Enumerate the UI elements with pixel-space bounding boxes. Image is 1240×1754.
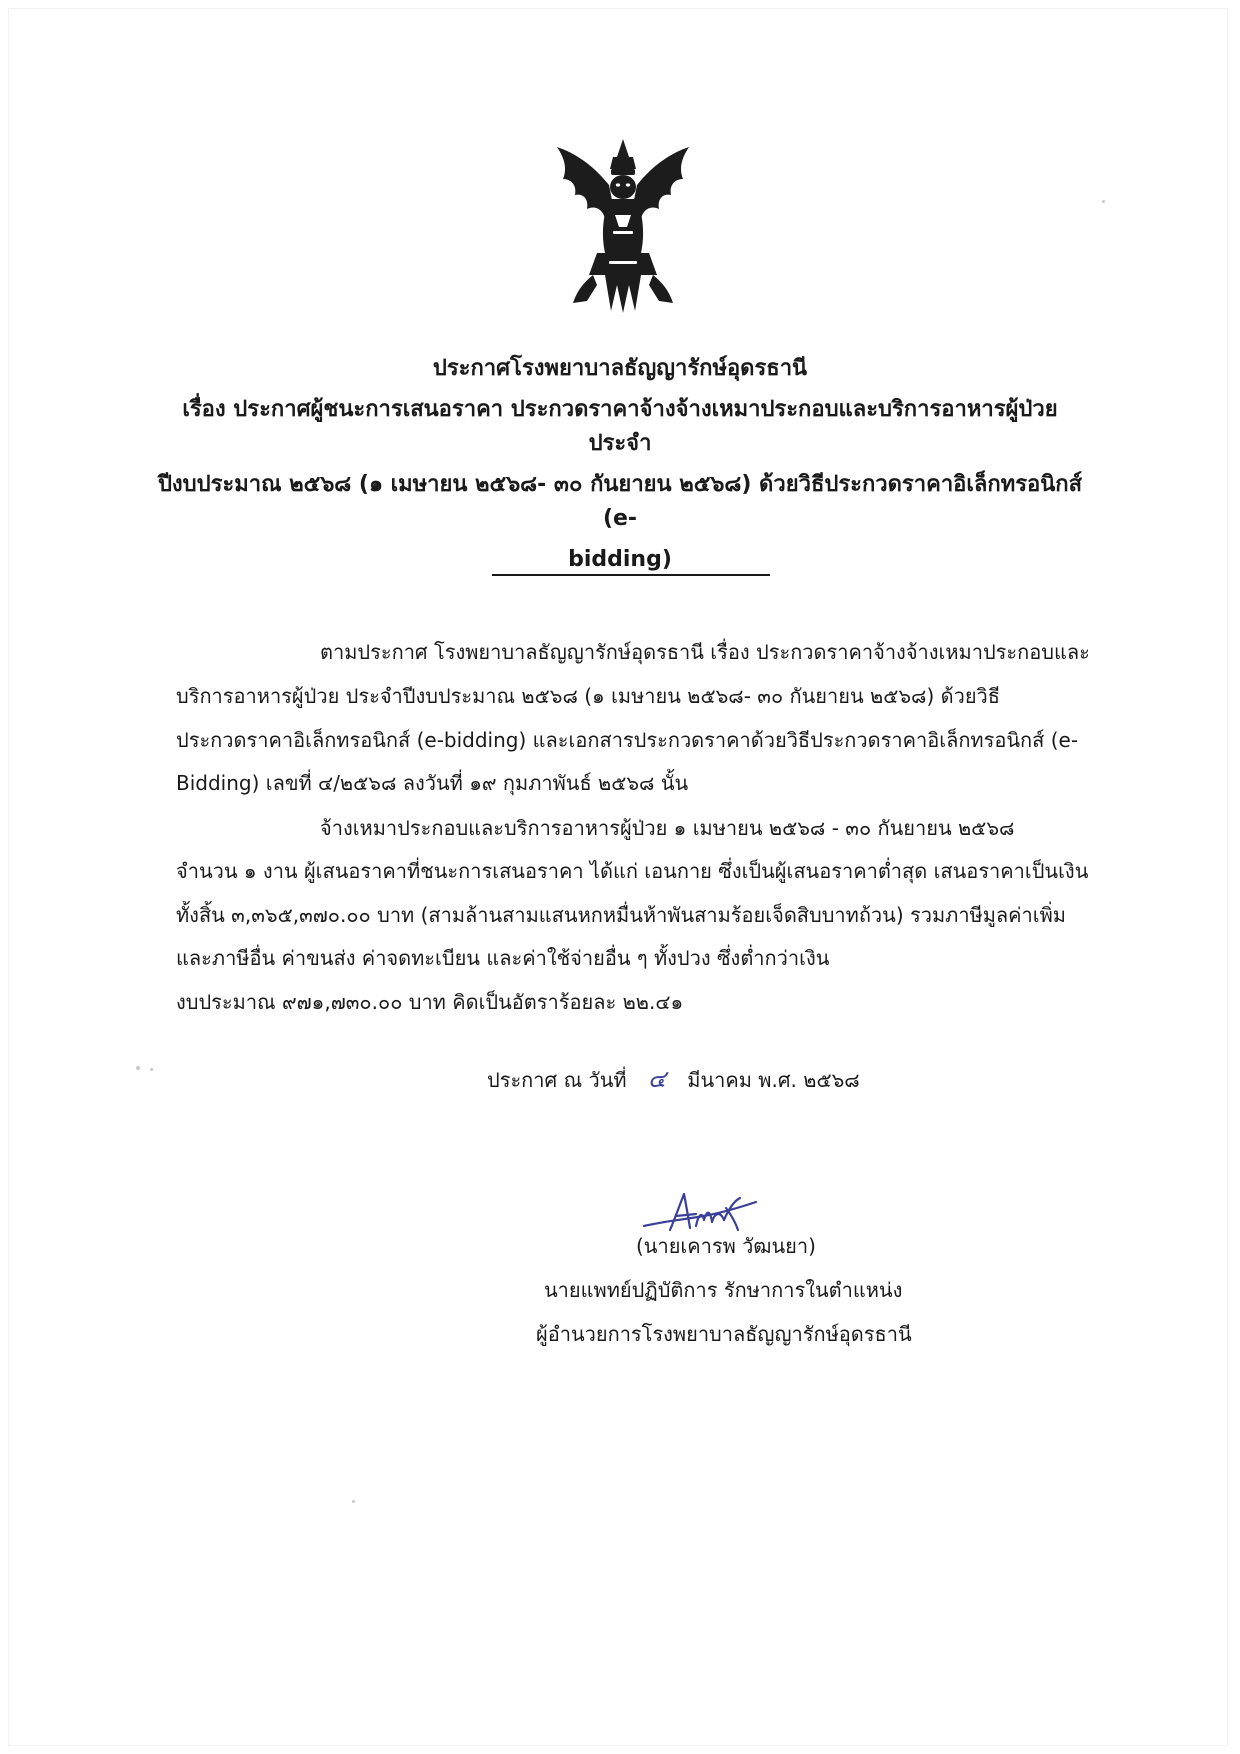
body-line: ประกวดราคาอิเล็กทรอนิกส์ (e-bidding) และเอกสารประกวดราคาด้วยวิธีประกวดราคาอิเล็กทรอนิกส์ (e- bbox=[176, 728, 1079, 752]
body-line: บริการอาหารผู้ป่วย ประจำปีงบประมาณ ๒๕๖๘ (๑ เมษายน ๒๕๖๘- ๓๐ กันยายน ๒๕๖๘) ด้วยวิธี bbox=[176, 684, 1000, 708]
body-line: จ้างเหมาประกอบและบริการอาหารผู้ป่วย ๑ เมษายน ๒๕๖๘ - ๓๐ กันยายน ๒๕๖๘ bbox=[320, 816, 1015, 840]
document-title: ประกาศโรงพยาบาลธัญญารักษ์อุดรธานี bbox=[432, 356, 808, 381]
scan-speck bbox=[136, 1066, 140, 1070]
signer-position: นายแพทย์ปฏิบัติการ รักษาการในตำแหน่ง bbox=[544, 1278, 903, 1302]
subject-line: เรื่อง ประกาศผู้ชนะการเสนอราคา ประกวดราคาจ้างจ้างเหมาประกอบและบริการอาหารผู้ป่วย ประจำ bbox=[182, 397, 1058, 456]
scan-speck bbox=[352, 1500, 355, 1503]
body-line: งบประมาณ ๙๗๑,๗๓๐.๐๐ บาท คิดเป็นอัตราร้อยละ ๒๒.๔๑ bbox=[176, 990, 684, 1014]
body-line: ทั้งสิ้น ๓,๓๖๕,๓๗๐.๐๐ บาท (สามล้านสามแสนหกหมื่นห้าพันสามร้อยเจ็ดสิบบาทถ้วน) รวมภาษีมูลค่าเพิ่ม bbox=[176, 903, 1066, 927]
announce-prefix: ประกาศ ณ วันที่ bbox=[487, 1068, 627, 1092]
signer-name: (นายเคารพ วัฒนยา) bbox=[636, 1234, 816, 1258]
signer-office: ผู้อำนวยการโรงพยาบาลธัญญารักษ์อุดรธานี bbox=[536, 1322, 912, 1346]
subject-line: bidding) bbox=[568, 547, 672, 572]
announce-day: ๔ bbox=[647, 1065, 667, 1093]
scan-speck bbox=[150, 1068, 153, 1071]
garuda-emblem-icon bbox=[553, 135, 693, 315]
announcement-date bbox=[487, 1065, 860, 1094]
body-line: จำนวน ๑ งาน ผู้เสนอราคาที่ชนะการเสนอราคา ได้แก่ เอนกาย ซึ่งเป็นผู้เสนอราคาต่ำสุด เสนอราคาเป็นเงิน bbox=[176, 859, 1089, 883]
subject-line: ปีงบประมาณ ๒๕๖๘ (๑ เมษายน ๒๕๖๘- ๓๐ กันยายน ๒๕๖๘) ด้วยวิธีประกวดราคาอิเล็กทรอนิกส์ (e- bbox=[157, 472, 1083, 531]
scan-speck bbox=[1102, 200, 1105, 203]
body-line: และภาษีอื่น ค่าขนส่ง ค่าจดทะเบียน และค่าใช้จ่ายอื่น ๆ ทั้งปวง ซึ่งต่ำกว่าเงิน bbox=[176, 946, 830, 970]
body-line: ตามประกาศ โรงพยาบาลธัญญารักษ์อุดรธานี เรื่อง ประกวดราคาจ้างจ้างเหมาประกอบและ bbox=[320, 640, 1090, 664]
body-line: Bidding) เลขที่ ๔/๒๕๖๘ ลงวันที่ ๑๙ กุมภาพันธ์ ๒๕๖๘ นั้น bbox=[176, 771, 689, 795]
title-divider bbox=[492, 574, 770, 576]
announce-suffix: มีนาคม พ.ศ. ๒๕๖๘ bbox=[687, 1068, 860, 1092]
document-subject bbox=[150, 393, 1090, 577]
